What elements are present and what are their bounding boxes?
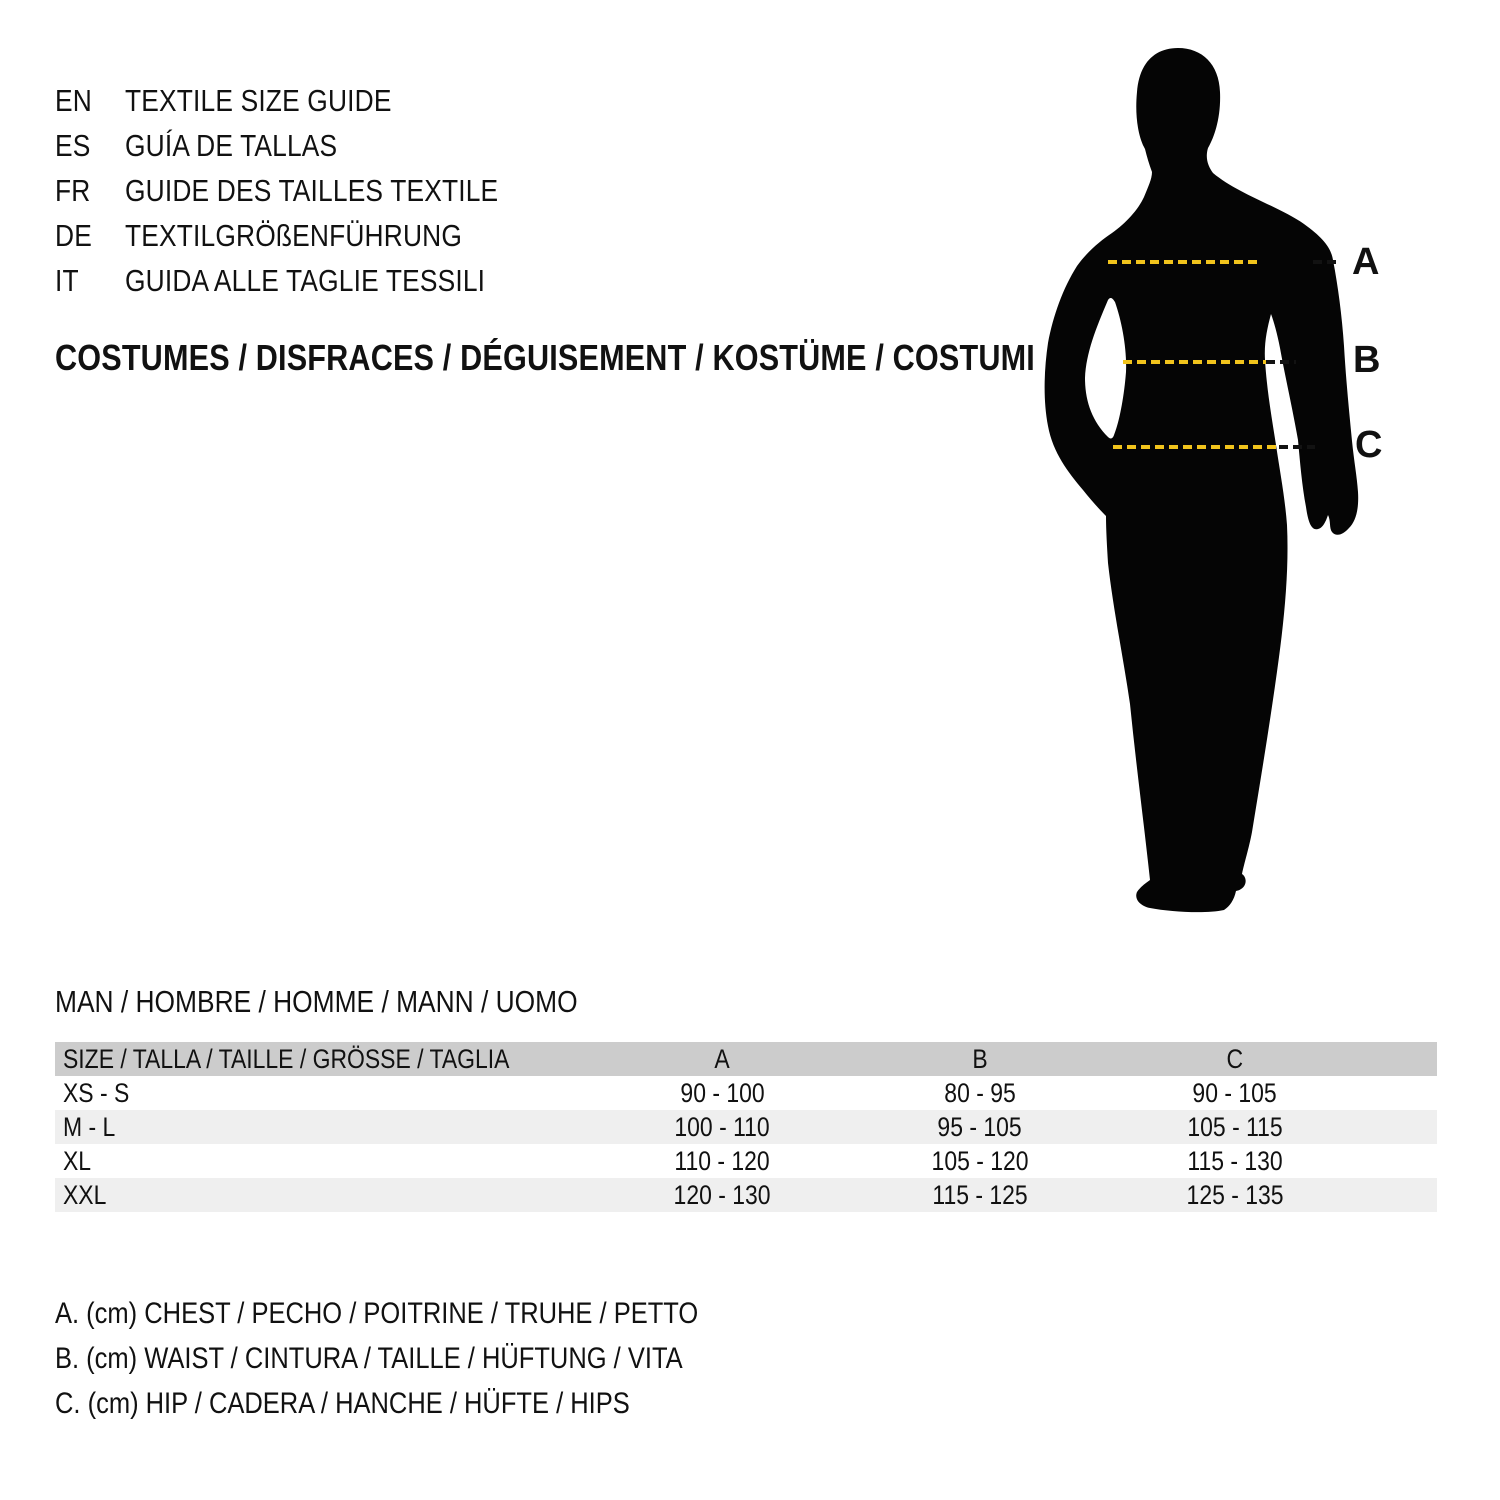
waist-range: 115 - 125 xyxy=(932,1179,1028,1210)
guide-title-en: TEXTILE SIZE GUIDE xyxy=(125,82,392,118)
language-row-de xyxy=(55,213,564,258)
guide-title-de: TEXTILGRÖßENFÜHRUNG xyxy=(125,217,463,253)
measure-label-c: C xyxy=(1355,424,1383,466)
section-title-man xyxy=(55,984,670,1020)
size-cell: M - L xyxy=(63,1111,116,1142)
hip-range: 115 - 130 xyxy=(1187,1145,1283,1176)
column-header-b: B xyxy=(972,1043,988,1074)
size-cell: XS - S xyxy=(63,1077,130,1108)
category-line xyxy=(55,337,1208,379)
table-row-xs-s xyxy=(55,1076,1437,1110)
language-row-it xyxy=(55,258,564,303)
language-code: FR xyxy=(55,172,91,208)
waist-line-dashes-on-body xyxy=(1123,360,1266,364)
size-table xyxy=(55,1042,1437,1212)
column-header-c: C xyxy=(1226,1043,1244,1074)
waist-range: 105 - 120 xyxy=(931,1145,1029,1176)
measure-label-b: B xyxy=(1353,339,1381,381)
legend-line-waist: B. (cm) WAIST / CINTURA / TAILLE / HÜFTUNG / VITA xyxy=(55,1341,683,1375)
hip-range: 125 - 135 xyxy=(1186,1179,1284,1210)
section-title-text: MAN / HOMBRE / HOMME / MANN / UOMO xyxy=(55,984,578,1019)
language-code: IT xyxy=(55,262,79,298)
column-header-a: A xyxy=(714,1043,731,1074)
language-code: EN xyxy=(55,82,92,118)
language-row-es xyxy=(55,123,564,168)
guide-title-it: GUIDA ALLE TAGLIE TESSILI xyxy=(125,262,486,298)
language-code: DE xyxy=(55,217,92,253)
legend-line-chest: A. (cm) CHEST / PECHO / POITRINE / TRUHE / PETTO xyxy=(55,1296,699,1330)
size-cell: XXL xyxy=(63,1179,107,1210)
size-table-header-row xyxy=(55,1042,1437,1076)
size-cell: XL xyxy=(63,1145,92,1176)
chest-range: 110 - 120 xyxy=(674,1145,771,1176)
measure-label-a: A xyxy=(1352,241,1380,283)
chest-range: 100 - 110 xyxy=(674,1111,771,1142)
legend-line-hip: C. (cm) HIP / CADERA / HANCHE / HÜFTE / HIPS xyxy=(55,1386,630,1420)
language-row-fr xyxy=(55,168,564,213)
size-column-header: SIZE / TALLA / TAILLE / GRÖSSE / TAGLIA xyxy=(63,1043,510,1074)
guide-title-es: GUÍA DE TALLAS xyxy=(125,127,338,163)
table-row-xxl xyxy=(55,1178,1437,1212)
waist-range: 80 - 95 xyxy=(944,1077,1016,1108)
table-row-xl xyxy=(55,1144,1437,1178)
language-index xyxy=(55,78,564,303)
category-line-text: COSTUMES / DISFRACES / DÉGUISEMENT / KOSTÜME / COSTUMI xyxy=(55,337,1035,378)
chest-range: 90 - 100 xyxy=(680,1077,765,1108)
waist-range: 95 - 105 xyxy=(937,1111,1023,1142)
language-code: ES xyxy=(55,127,91,163)
language-row-en xyxy=(55,78,564,123)
chest-range: 120 - 130 xyxy=(674,1179,771,1210)
guide-title-fr: GUIDE DES TAILLES TEXTILE xyxy=(125,172,499,208)
measurement-legend xyxy=(55,1291,812,1426)
hip-range: 90 - 105 xyxy=(1192,1077,1278,1108)
hip-range: 105 - 115 xyxy=(1187,1111,1283,1142)
table-row-m-l xyxy=(55,1110,1437,1144)
hip-line-dashes-outside xyxy=(1279,445,1315,449)
chest-line-dashes-outside xyxy=(1313,260,1341,264)
chest-line-dashes-on-body xyxy=(1108,260,1262,264)
man-silhouette xyxy=(1040,48,1360,918)
waist-line-dashes-outside xyxy=(1266,360,1296,364)
hip-line-dashes-on-body xyxy=(1113,445,1277,449)
